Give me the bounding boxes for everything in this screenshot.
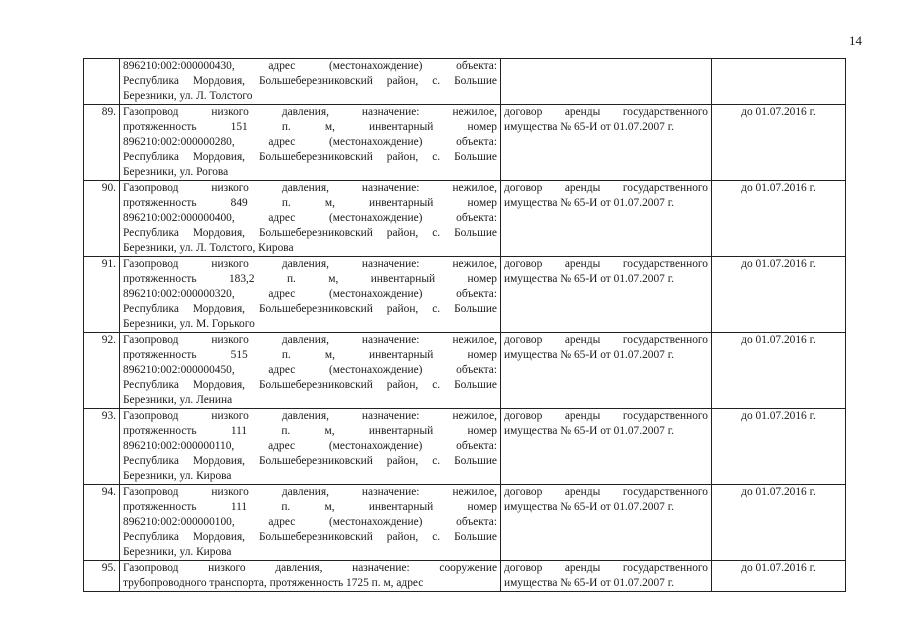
row-number-cell: 93.	[84, 409, 120, 485]
property-table	[83, 58, 846, 592]
term-cell	[712, 59, 846, 105]
description-line: Березники, ул. Кирова	[123, 470, 232, 482]
table-row	[84, 485, 846, 561]
description-line: Газопровод низкого давления, назначение: нежилое,	[123, 258, 497, 270]
description-line: Березники, ул. Л. Толстого	[123, 90, 253, 102]
row-number-cell: 94.	[84, 485, 120, 561]
table-row	[84, 105, 846, 181]
description-line: Березники, ул. Рогова	[123, 166, 229, 178]
description-line: Березники, ул. Л. Толстого, Кирова	[123, 242, 294, 254]
basis-line: договор аренды государственного	[504, 182, 708, 194]
object-description-cell	[120, 181, 501, 257]
description-line: Газопровод низкого давления, назначение: сооружение	[123, 562, 497, 574]
object-description-cell	[120, 105, 501, 181]
object-description-cell	[120, 485, 501, 561]
basis-line: договор аренды государственного	[504, 258, 708, 270]
description-line: Газопровод низкого давления, назначение: нежилое,	[123, 486, 497, 498]
object-description-cell	[120, 59, 501, 105]
row-number-cell: 90.	[84, 181, 120, 257]
term-cell: до 01.07.2016 г.	[712, 181, 846, 257]
basis-line: договор аренды государственного	[504, 562, 708, 574]
table-row	[84, 409, 846, 485]
basis-cell	[501, 257, 712, 333]
term-cell: до 01.07.2016 г.	[712, 409, 846, 485]
basis-line: имущества № 65-И от 01.07.2007 г.	[504, 273, 674, 285]
description-line: 896210:002:000000110, адрес (местонахождение) объекта:	[123, 440, 497, 452]
term-cell: до 01.07.2016 г.	[712, 333, 846, 409]
description-line: Газопровод низкого давления, назначение: нежилое,	[123, 182, 497, 194]
term-cell: до 01.07.2016 г.	[712, 485, 846, 561]
page-number: 14	[849, 33, 862, 48]
description-line: Республика Мордовия, Большеберезниковский район, с. Большие	[123, 531, 497, 543]
description-line: 896210:002:000000450, адрес (местонахождение) объекта:	[123, 364, 497, 376]
description-line: Березники, ул. М. Горького	[123, 318, 255, 330]
term-cell: до 01.07.2016 г.	[712, 257, 846, 333]
basis-line: договор аренды государственного	[504, 410, 708, 422]
basis-cell	[501, 181, 712, 257]
description-line: 896210:002:000000100, адрес (местонахождение) объекта:	[123, 516, 497, 528]
table-body	[84, 59, 846, 592]
description-line: Газопровод низкого давления, назначение: нежилое,	[123, 334, 497, 346]
basis-line: имущества № 65-И от 01.07.2007 г.	[504, 577, 674, 589]
row-number-cell: 91.	[84, 257, 120, 333]
term-cell: до 01.07.2016 г.	[712, 105, 846, 181]
object-description-cell	[120, 257, 501, 333]
basis-cell	[501, 409, 712, 485]
description-line: трубопроводного транспорта, протяженность 1725 п. м, адрес	[123, 577, 424, 589]
basis-cell	[501, 485, 712, 561]
description-line: Республика Мордовия, Большеберезниковский район, с. Большие	[123, 151, 497, 163]
description-line: Республика Мордовия, Большеберезниковский район, с. Большие	[123, 303, 497, 315]
description-line: Республика Мордовия, Большеберезниковский район, с. Большие	[123, 75, 497, 87]
description-line: протяженность 515 п. м, инвентарный номер	[123, 349, 497, 361]
basis-cell	[501, 333, 712, 409]
description-line: 896210:002:000000430, адрес (местонахождение) объекта:	[123, 60, 497, 72]
basis-line: имущества № 65-И от 01.07.2007 г.	[504, 501, 674, 513]
description-line: Березники, ул. Кирова	[123, 546, 232, 558]
object-description-cell	[120, 333, 501, 409]
basis-cell	[501, 105, 712, 181]
description-line: протяженность 111 п. м, инвентарный номер	[123, 501, 497, 513]
description-line: 896210:002:000000280, адрес (местонахождение) объекта:	[123, 136, 497, 148]
object-description-cell	[120, 409, 501, 485]
description-line: Газопровод низкого давления, назначение: нежилое,	[123, 106, 497, 118]
table-row	[84, 59, 846, 105]
description-line: Республика Мордовия, Большеберезниковский район, с. Большие	[123, 379, 497, 391]
table-row	[84, 257, 846, 333]
description-line: Республика Мордовия, Большеберезниковский район, с. Большие	[123, 455, 497, 467]
description-line: Республика Мордовия, Большеберезниковский район, с. Большие	[123, 227, 497, 239]
description-line: протяженность 183,2 п. м, инвентарный номер	[123, 273, 497, 285]
row-number-cell: 95.	[84, 561, 120, 592]
basis-line: имущества № 65-И от 01.07.2007 г.	[504, 197, 674, 209]
basis-line: договор аренды государственного	[504, 334, 708, 346]
row-number-cell: 89.	[84, 105, 120, 181]
row-number-cell	[84, 59, 120, 105]
table-row	[84, 181, 846, 257]
description-line: протяженность 151 п. м, инвентарный номер	[123, 121, 497, 133]
row-number-cell: 92.	[84, 333, 120, 409]
basis-cell	[501, 59, 712, 105]
object-description-cell	[120, 561, 501, 592]
basis-line: имущества № 65-И от 01.07.2007 г.	[504, 121, 674, 133]
description-line: 896210:002:000000320, адрес (местонахождение) объекта:	[123, 288, 497, 300]
table-row	[84, 333, 846, 409]
description-line: протяженность 849 п. м, инвентарный номер	[123, 197, 497, 209]
basis-line: имущества № 65-И от 01.07.2007 г.	[504, 425, 674, 437]
description-line: 896210:002:000000400, адрес (местонахождение) объекта:	[123, 212, 497, 224]
term-cell: до 01.07.2016 г.	[712, 561, 846, 592]
basis-cell	[501, 561, 712, 592]
basis-line: договор аренды государственного	[504, 486, 708, 498]
description-line: протяженность 111 п. м, инвентарный номер	[123, 425, 497, 437]
basis-line: договор аренды государственного	[504, 106, 708, 118]
description-line: Газопровод низкого давления, назначение: нежилое,	[123, 410, 497, 422]
description-line: Березники, ул. Ленина	[123, 394, 233, 406]
table-row	[84, 561, 846, 592]
basis-line: имущества № 65-И от 01.07.2007 г.	[504, 349, 674, 361]
